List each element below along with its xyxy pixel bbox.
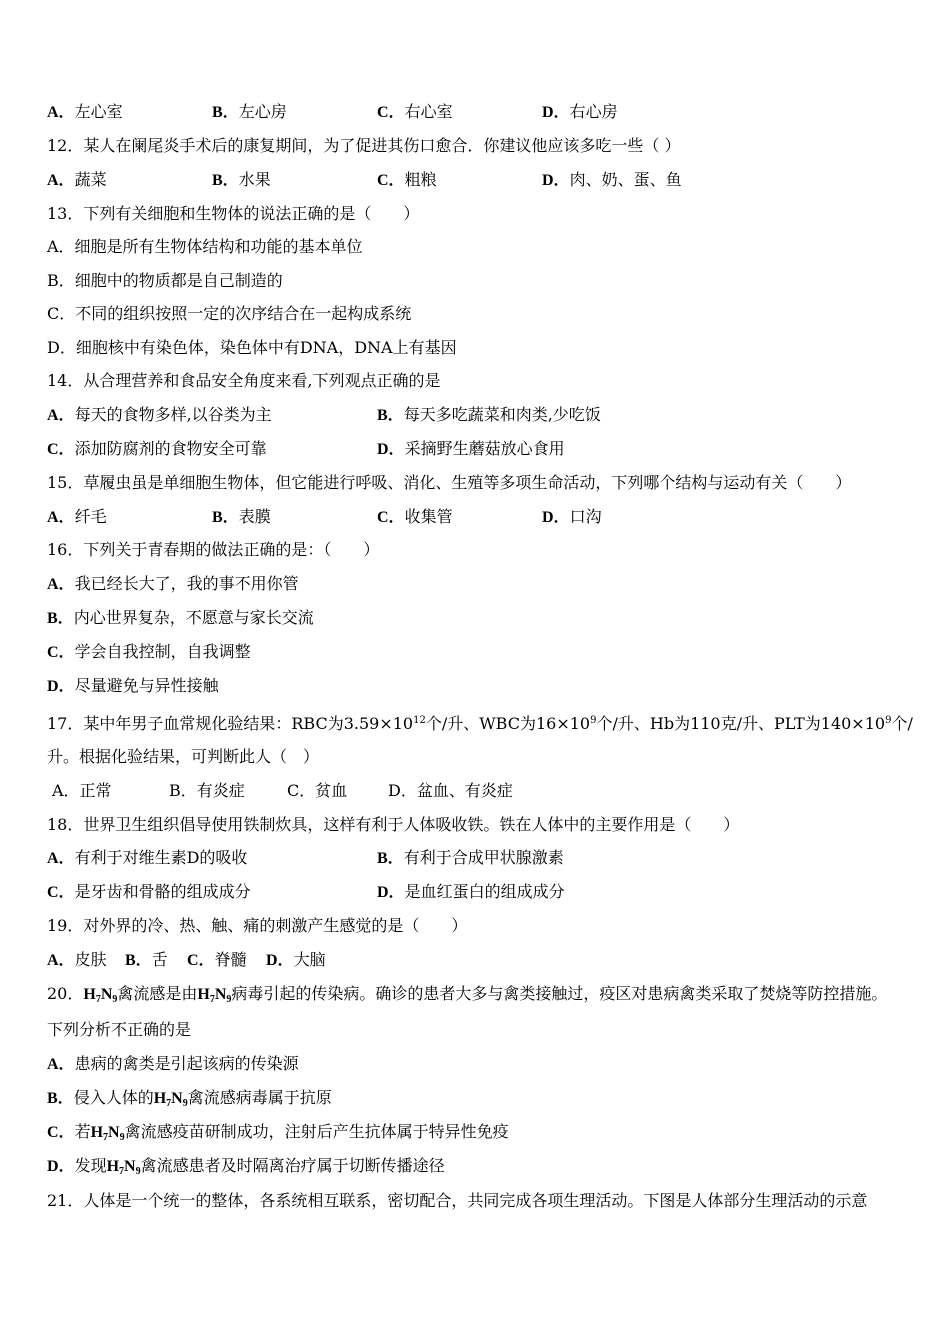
q15-stem: 15．草履虫虽是单细胞生物体，但它能进行呼吸、消化、生殖等多项生命活动，下列哪个结构与运动有关（ ）: [47, 473, 852, 492]
q17-option-b: B．有炎症: [169, 781, 245, 800]
q16-option-b: B．内心世界复杂，不愿意与家长交流: [47, 608, 314, 627]
q20-stem-continued: 下列分析不正确的是: [47, 1020, 192, 1039]
q19-option-d: D．大脑: [266, 950, 326, 969]
q15-option-b: B．表膜: [212, 507, 271, 526]
q11-option-c: C．右心室: [377, 102, 453, 121]
q13-option-a: A．细胞是所有生物体结构和功能的基本单位: [47, 237, 363, 256]
q20-stem: 20．$H_7N_9$禽流感是由$H_7N_9$病毒引起的传染病。确诊的患者大多与禽类接触过，疫区对患病禽类采取了焚烧等防控措施。: [47, 984, 888, 1005]
q15-option-a: A．纤毛: [47, 507, 107, 526]
q12-option-a: A．蔬菜: [47, 170, 107, 189]
q13-stem: 13．下列有关细胞和生物体的说法正确的是（ ）: [47, 204, 420, 223]
q17-stem-continued: 升。根据化验结果，可判断此人（ ）: [47, 747, 320, 766]
q13-option-b: B．细胞中的物质都是自己制造的: [47, 271, 283, 290]
q20-option-d: D．发现$H_7N_9$禽流感患者及时隔离治疗属于切断传播途径: [47, 1156, 445, 1177]
q17-option-a: A．正常: [52, 781, 112, 800]
q13-option-d: D．细胞核中有染色体，染色体中有DNA，DNA上有基因: [47, 338, 457, 357]
q16-option-d: D．尽量避免与异性接触: [47, 676, 219, 695]
q18-option-a: A．有利于对维生素D的吸收: [47, 848, 248, 867]
q19-option-b: B．舌: [125, 950, 168, 969]
q18-stem: 18．世界卫生组织倡导使用铁制炊具，这样有利于人体吸收铁。铁在人体中的主要作用是（ ）: [47, 815, 740, 834]
q15-option-d: D．口沟: [542, 507, 602, 526]
q19-option-a: A．皮肤: [47, 950, 107, 969]
q14-option-b: B．每天多吃蔬菜和肉类,少吃饭: [377, 405, 601, 424]
q21-stem: 21．人体是一个统一的整体，各系统相互联系，密切配合，共同完成各项生理活动。下图是人体部分生理活动的示意: [47, 1191, 868, 1210]
q20-option-b: B．侵入人体的$H_7N_9$禽流感病毒属于抗原: [47, 1088, 332, 1109]
q18-option-c: C．是牙齿和骨骼的组成成分: [47, 882, 251, 901]
q14-option-d: D．采摘野生蘑菇放心食用: [377, 439, 565, 458]
q18-option-d: D．是血红蛋白的组成成分: [377, 882, 565, 901]
q14-stem: 14．从合理营养和食品安全角度来看,下列观点正确的是: [47, 371, 441, 390]
q19-stem: 19．对外界的冷、热、触、痛的刺激产生感觉的是（ ）: [47, 916, 468, 935]
q16-option-c: C．学会自我控制，自我调整: [47, 642, 251, 661]
q20-option-a: A．患病的禽类是引起该病的传染源: [47, 1054, 299, 1073]
q12-option-d: D．肉、奶、蛋、鱼: [542, 170, 682, 189]
q14-option-c: C．添加防腐剂的食物安全可靠: [47, 439, 267, 458]
q16-stem: 16．下列关于青春期的做法正确的是：（ ）: [47, 540, 380, 559]
q13-option-c: C．不同的组织按照一定的次序结合在一起构成系统: [47, 304, 412, 323]
q12-option-b: B．水果: [212, 170, 271, 189]
q14-option-a: A．每天的食物多样,以谷类为主: [47, 405, 272, 424]
q11-option-a: A．左心室: [47, 102, 123, 121]
q15-option-c: C．收集管: [377, 507, 453, 526]
q16-option-a: A．我已经长大了，我的事不用你管: [47, 574, 299, 593]
q17-option-d: D．盆血、有炎症: [388, 781, 513, 800]
q19-option-c: C．脊髓: [187, 950, 247, 969]
q17-stem: 17．某中年男子血常规化验结果：RBC为$3.59\times 10^{12}$个/升、WBC为$16\times 10^9$个/升、Hb为110克/升、PLT为$140\times 10^9$个/: [47, 714, 913, 733]
q18-option-b: B．有利于合成甲状腺激素: [377, 848, 564, 867]
q17-option-c: C．贫血: [287, 781, 348, 800]
q11-option-d: D．右心房: [542, 102, 618, 121]
q11-option-b: B．左心房: [212, 102, 287, 121]
q12-option-c: C．粗粮: [377, 170, 437, 189]
q12-stem: 12．某人在阑尾炎手术后的康复期间，为了促进其伤口愈合．你建议他应该多吃一些（ ）: [47, 136, 681, 155]
q20-option-c: C．若$H_7N_9$禽流感疫苗研制成功，注射后产生抗体属于特异性免疫: [47, 1122, 509, 1143]
